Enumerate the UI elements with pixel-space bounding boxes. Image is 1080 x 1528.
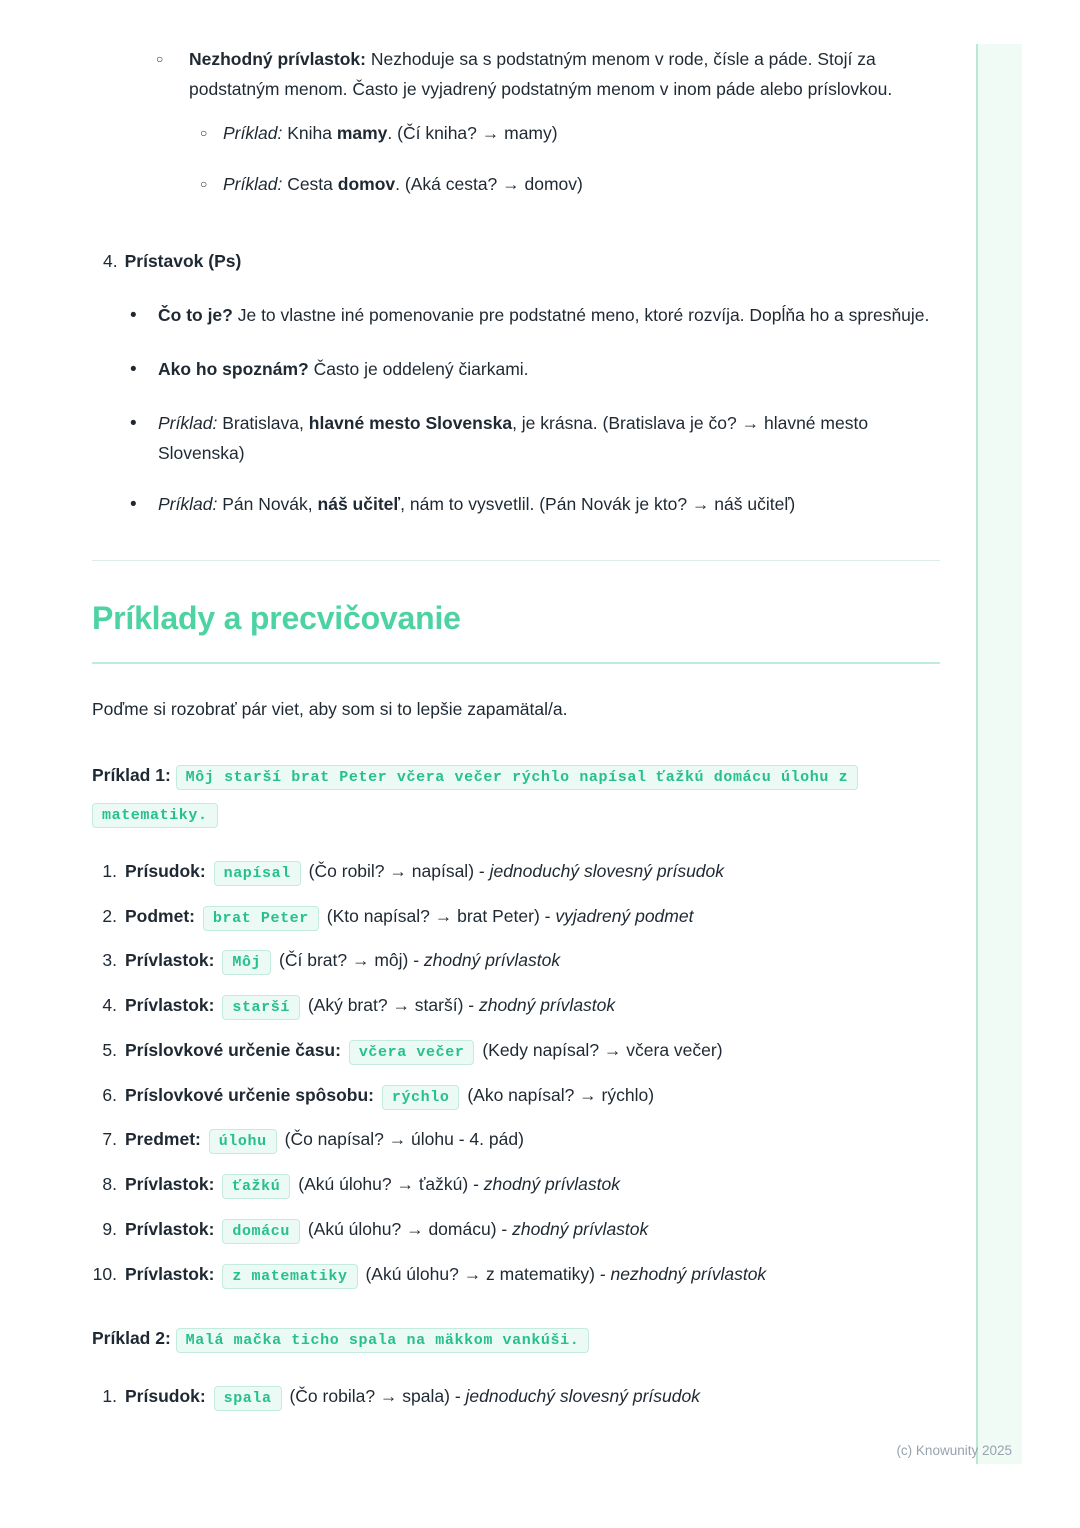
item-question: (Čí brat? → môj) - bbox=[274, 950, 424, 971]
bullet-text bbox=[158, 300, 940, 333]
item-number: 8. bbox=[102, 1174, 117, 1195]
item-body bbox=[125, 991, 940, 1021]
bullet-lead: Čo to je? bbox=[158, 305, 233, 326]
item-code-chip: spala bbox=[214, 1386, 282, 1411]
bullet-lead: Ako ho spoznám? bbox=[158, 359, 309, 380]
item-term: Prísudok: bbox=[125, 1385, 206, 1406]
item-body bbox=[125, 1036, 940, 1066]
item-note: nezhodný prívlastok bbox=[610, 1263, 767, 1284]
list-item-nezhodny-privlastok bbox=[156, 44, 940, 220]
analysis-item bbox=[92, 902, 940, 932]
analysis-item bbox=[92, 1081, 940, 1111]
example2-sentence-line bbox=[92, 1319, 940, 1358]
circle-bullet-icon bbox=[156, 44, 189, 220]
item-code-chip: z matematiky bbox=[222, 1264, 357, 1289]
analysis-item bbox=[92, 1260, 940, 1290]
nested-example-list bbox=[189, 118, 940, 199]
example-pre: Bratislava, bbox=[217, 412, 309, 433]
example1-analysis-list bbox=[92, 857, 940, 1290]
analysis-item bbox=[92, 946, 940, 976]
notes-list bbox=[92, 44, 940, 220]
example-text bbox=[158, 408, 940, 468]
item-number: 2. bbox=[102, 905, 117, 926]
example-bold: hlavné mesto Slovenska bbox=[308, 412, 513, 433]
item-number: 4. bbox=[102, 995, 117, 1016]
example-bold: mamy bbox=[336, 123, 388, 144]
item-term: Prísudok: bbox=[125, 860, 206, 881]
item-note: zhodný prívlastok bbox=[423, 950, 561, 971]
item-term: Prívlastok: bbox=[125, 950, 215, 971]
example-label: Príklad: bbox=[223, 123, 283, 144]
bullet-item bbox=[130, 354, 940, 387]
item-question: (Kto napísal? → brat Peter) - bbox=[321, 905, 556, 926]
example-label: Príklad: bbox=[223, 174, 283, 195]
item-term: Predmet: bbox=[125, 1129, 201, 1150]
item-question: (Čo napísal? → úlohu - 4. pád) bbox=[279, 1129, 524, 1150]
content bbox=[92, 44, 940, 1427]
example-item bbox=[200, 118, 940, 148]
item-term: Príslovkové určenie spôsobu: bbox=[125, 1084, 374, 1105]
item-question: (Ako napísal? → rýchlo) bbox=[462, 1084, 655, 1105]
section-divider bbox=[92, 560, 940, 561]
disc-bullet-icon bbox=[130, 354, 158, 387]
example-post: . (Aká cesta? → domov) bbox=[395, 174, 583, 195]
list-item-body bbox=[189, 44, 940, 220]
example-bold: náš učiteľ bbox=[317, 494, 401, 514]
item-body bbox=[125, 902, 940, 932]
example-item bbox=[130, 408, 940, 468]
watermark: (c) Knowunity 2025 bbox=[896, 1443, 1012, 1458]
item-code-chip: včera večer bbox=[349, 1040, 475, 1065]
item-code-chip: napísal bbox=[214, 861, 301, 886]
item-number: 1. bbox=[102, 1385, 117, 1406]
item-code-chip: domácu bbox=[222, 1219, 300, 1244]
example-post: , je krásna. (Bratislava je čo? → hlavné mesto Slovenska) bbox=[158, 412, 869, 463]
circle-bullet-icon bbox=[200, 169, 223, 199]
section-heading: Príklady a precvičovanie bbox=[92, 591, 940, 664]
item-note: jednoduchý slovesný prísudok bbox=[465, 1385, 700, 1406]
item-code-chip: brat Peter bbox=[203, 906, 319, 931]
item-body bbox=[125, 1125, 940, 1155]
analysis-item bbox=[92, 1382, 940, 1412]
analysis-item bbox=[92, 1215, 940, 1245]
example1-label: Príklad 1: bbox=[92, 764, 171, 785]
example-item bbox=[200, 169, 940, 199]
item-code-chip: ťažkú bbox=[222, 1174, 290, 1199]
item-code-chip: úlohu bbox=[209, 1129, 277, 1154]
item-number: 5. bbox=[102, 1039, 117, 1060]
analysis-item bbox=[92, 991, 940, 1021]
analysis-item bbox=[92, 1170, 940, 1200]
example-label: Príklad: bbox=[158, 494, 218, 514]
item-note: jednoduchý slovesný prísudok bbox=[489, 860, 725, 881]
bullet-body: Často je oddelený čiarkami. bbox=[308, 359, 529, 380]
item-number: 9. bbox=[102, 1218, 117, 1239]
item-term: Príslovkové určenie času: bbox=[125, 1039, 341, 1060]
bullet-item bbox=[130, 300, 940, 333]
item-note: zhodný prívlastok bbox=[512, 1218, 649, 1239]
item-number: 7. bbox=[102, 1129, 117, 1150]
item-number: 10. bbox=[92, 1263, 117, 1284]
example-item bbox=[130, 489, 940, 522]
item-body bbox=[125, 1081, 940, 1111]
item-term: Prívlastok: bbox=[125, 1263, 215, 1284]
item-body bbox=[125, 1260, 940, 1290]
item-number: 3. bbox=[102, 950, 117, 971]
item-question: (Akú úlohu? → z matematiky) - bbox=[360, 1263, 611, 1284]
circle-bullet-icon bbox=[200, 118, 223, 148]
example-bold: domov bbox=[337, 174, 396, 195]
item-term: Prívlastok: bbox=[125, 1218, 215, 1239]
disc-bullet-icon bbox=[130, 489, 158, 522]
item-note: zhodný prívlastok bbox=[483, 1174, 620, 1195]
item-number: 1. bbox=[102, 860, 117, 881]
item-question: (Kedy napísal? → včera večer) bbox=[477, 1039, 723, 1060]
item-note: zhodný prívlastok bbox=[478, 995, 616, 1016]
nezhodny-privlastok-paragraph bbox=[189, 44, 940, 104]
example-pre: Pán Novák, bbox=[217, 494, 318, 514]
example-post: . (Čí kniha? → mamy) bbox=[387, 123, 558, 144]
item-question: (Čo robila? → spala) - bbox=[284, 1385, 466, 1406]
item-body bbox=[125, 1170, 940, 1200]
term-title: Nezhodný prívlastok: bbox=[189, 49, 366, 69]
example-text bbox=[223, 169, 940, 199]
heading-number: 4. bbox=[103, 251, 118, 272]
bullet-text bbox=[158, 354, 940, 387]
item-question: (Akú úlohu? → domácu) - bbox=[302, 1218, 513, 1239]
item-number: 6. bbox=[102, 1084, 117, 1105]
item-question: (Akú úlohu? → ťažkú) - bbox=[293, 1174, 484, 1195]
analysis-item bbox=[92, 1036, 940, 1066]
pristavok-bullet-list bbox=[92, 300, 940, 521]
analysis-item bbox=[92, 1125, 940, 1155]
item-code-chip: Môj bbox=[222, 950, 271, 975]
page-edge-decoration bbox=[976, 44, 1022, 1464]
item-body bbox=[125, 946, 940, 976]
item-term: Prívlastok: bbox=[125, 995, 215, 1016]
intro-paragraph: Poďme si rozobrať pár viet, aby som si to lepšie zapamätal/a. bbox=[92, 698, 568, 719]
item-note: vyjadrený podmet bbox=[555, 905, 694, 926]
example-pre: Cesta bbox=[282, 174, 338, 195]
disc-bullet-icon bbox=[130, 300, 158, 333]
example2-label: Príklad 2: bbox=[92, 1328, 171, 1349]
example1-sentence-line bbox=[92, 756, 940, 833]
item-body bbox=[125, 1215, 940, 1245]
item-question: (Aký brat? → starší) - bbox=[302, 995, 479, 1016]
disc-bullet-icon bbox=[130, 408, 158, 468]
example-text bbox=[223, 118, 940, 148]
example-text bbox=[158, 489, 940, 522]
example1-sentence-chip: Môj starší brat Peter včera večer rýchlo napísal ťažkú domácu úlohu z matematiky. bbox=[92, 765, 858, 829]
example2-analysis-list bbox=[92, 1382, 940, 1412]
item-term: Prívlastok: bbox=[125, 1174, 215, 1195]
item-term: Podmet: bbox=[125, 905, 195, 926]
item-question: (Čo robil? → napísal) - bbox=[303, 860, 490, 881]
example-post: , nám to vysvetlil. (Pán Novák je kto? → náš učiteľ) bbox=[400, 494, 796, 514]
item-body bbox=[125, 1382, 940, 1412]
example-label: Príklad: bbox=[158, 412, 218, 433]
item-code-chip: rýchlo bbox=[382, 1085, 460, 1110]
pristavok-heading bbox=[92, 246, 940, 276]
item-body bbox=[125, 857, 940, 887]
bullet-body: Je to vlastne iné pomenovanie pre podstatné meno, ktoré rozvíja. Dopĺňa ho a spresňuje. bbox=[232, 305, 930, 326]
analysis-item bbox=[92, 857, 940, 887]
term-definition: Nezhoduje sa s podstatným menom v rode, čísle a páde. Stojí za podstatným menom. Často je vyjadrený podstatným menom v inom páde alebo príslovkou. bbox=[189, 49, 893, 100]
item-code-chip: starší bbox=[222, 995, 300, 1020]
example-pre: Kniha bbox=[282, 123, 337, 144]
example2-sentence-chip: Malá mačka ticho spala na mäkkom vankúši. bbox=[176, 1328, 590, 1353]
heading-title: Prístavok (Ps) bbox=[124, 251, 242, 272]
